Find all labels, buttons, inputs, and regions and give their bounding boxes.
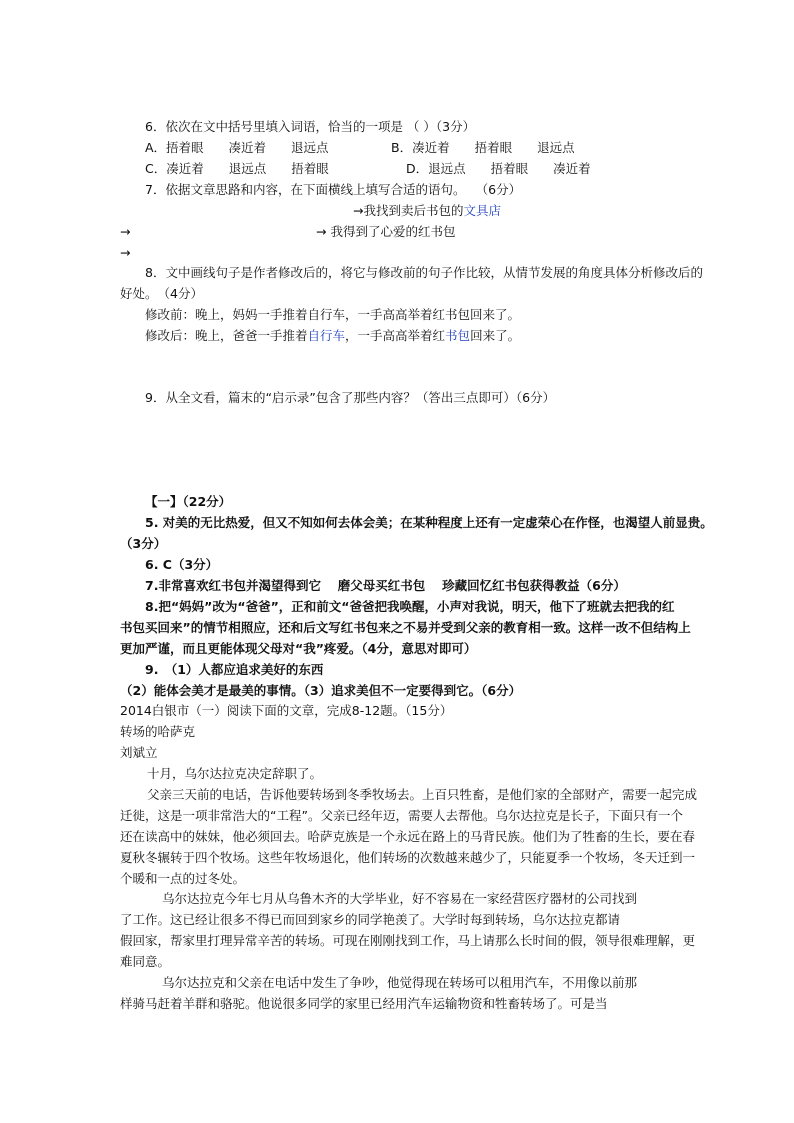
q8-before: 修改前：晚上，妈妈一手推着自行车，一手高高举着红书包回来了。 (145, 307, 521, 322)
answers-header: 【一】（22分） (145, 494, 232, 509)
q6-option-a: A．捂着眼 凑近着 退远点 (145, 140, 329, 155)
stationery-store-link[interactable]: 文具店 (463, 203, 502, 218)
q8-after (145, 328, 520, 344)
q6-stem: 6．依次在文中括号里填入词语，恰当的一项是 （ ）（3分） (145, 119, 476, 134)
passage-p2-line4: 夏秋冬辗转于四个牧场。这些年牧场退化，他们转场的次数越来越少了，只能夏季一个牧场，冬天迁到一 (120, 850, 696, 865)
passage-p3-line4: 难同意。 (120, 954, 171, 969)
passage-p4-line1: 乌尔达拉克和父亲在电话中发生了争吵，他觉得现在转场可以租用汽车，不用像以前那 (162, 975, 638, 990)
answer-9-line2: （2）能体会美才是最美的事情。（3）追求美但不一定要得到它。（6分） (120, 683, 522, 698)
passage-p3-line2: 了工作。这已经让很多不得已而回到家乡的同学艳羡了。大学时每到转场，乌尔达拉克都请 (120, 912, 621, 927)
q7-line2-text: 我得到了心爱的红书包 (326, 224, 456, 239)
passage-p2-line1: 父亲三天前的电话，告诉他要转场到冬季牧场去。上百只牲畜，是他们家的全部财产，需要一起完成 (147, 787, 698, 802)
answer-8-line3: 更加严谨，而且更能体现父母对“我”疼爱。（4分，意思对即可） (120, 641, 477, 656)
passage-p2-line3: 还在读高中的妹妹，他必须回去。哈萨克族是一个永远在路上的马背民族。他们为了牲畜的生长，要在春 (120, 829, 696, 844)
q8-stem-line1: 8．文中画线句子是作者修改后的，将它与修改前的句子作比较，从情节发展的角度具体分析修改后的 (145, 265, 703, 280)
answer-6: 6. C（3分） (145, 557, 219, 572)
answer-7: 7.非常喜欢红书包并渴望得到它 磨父母买红书包 珍藏回忆红书包获得教益（6分） (145, 578, 626, 593)
answer-9-line1: 9. （1）人都应追求美好的东西 (145, 662, 324, 677)
answer-5-line1: 5. 对美的无比热爱，但又不知如何去体会美；在某种程度上还有一定虚荣心在作怪，也渴望人前显贵。 (145, 515, 713, 530)
q7-line2-arrow-left: → (120, 224, 131, 239)
q6-option-d: D．退远点 捂着眼 凑近着 (406, 161, 591, 176)
q8-after-post: 回来了。 (470, 328, 521, 343)
answer-8-line2: 书包买回来”的情节相照应，还和后文写红书包来之不易并受到父亲的教育相一致。这样一改不但结构上 (120, 620, 691, 635)
q6-option-b: B．凑近着 捂着眼 退远点 (391, 140, 575, 155)
answer-8-line1: 8.把“妈妈”改为“爸爸”，正和前文“爸爸把我唤醒，小声对我说，明天，他下了班就去把我的红 (145, 599, 675, 614)
passage-p1: 十月，乌尔达拉克决定辞职了。 (147, 766, 323, 781)
passage-title: 转场的哈萨克 (120, 724, 196, 739)
q9-stem: 9．从全文看，篇末的“启示录”包含了那些内容？（答出三点即可）（6分） (145, 390, 556, 405)
q6-option-c: C．凑近着 退远点 捂着眼 (145, 161, 329, 176)
q8-after-mid: ，一手高高举着红 (345, 328, 446, 343)
q8-stem-line2: 好处。 （4分） (120, 286, 203, 301)
passage-p3-line3: 假回家，帮家里打理异常辛苦的转场。可现在刚刚找到工作，马上请那么长时间的假，领导很难理解，更 (120, 933, 696, 948)
passage-p2-line2: 迁徙，这是一项非常浩大的“工程”。父亲已经年迈，需要人去帮他。乌尔达拉克是长子，下面只有一个 (120, 808, 683, 823)
passage-author: 刘斌立 (120, 745, 158, 760)
passage-p2-line5: 个暖和一点的过冬处。 (120, 871, 246, 886)
right-arrow-icon: → (353, 203, 364, 218)
passage-source: 2014白银市（一）阅读下面的文章，完成8-12题。（15分） (120, 703, 453, 718)
passage-p3-line1: 乌尔达拉克今年七月从乌鲁木齐的大学毕业，好不容易在一家经营医疗器材的公司找到 (162, 891, 638, 906)
q7-stem: 7．依据文章思路和内容，在下面横线上填写合适的语句。 （6分） (145, 182, 522, 197)
q7-line1 (353, 203, 501, 219)
schoolbag-link[interactable]: 书包 (445, 328, 471, 343)
passage-p4-line2: 样骑马赶着羊群和骆驼。他说很多同学的家里已经用汽车运输物资和牲畜转场了。可是当 (120, 996, 608, 1011)
right-arrow-icon: → (316, 224, 327, 239)
q7-line3-arrow: → (120, 245, 131, 260)
answer-5-line2: （3分） (120, 536, 167, 551)
bicycle-link[interactable]: 自行车 (307, 328, 346, 343)
q7-line1-text: 我找到卖后书包的 (363, 203, 464, 218)
q7-line2 (316, 224, 455, 240)
q8-after-pre: 修改后：晚上，爸爸一手推着 (145, 328, 308, 343)
